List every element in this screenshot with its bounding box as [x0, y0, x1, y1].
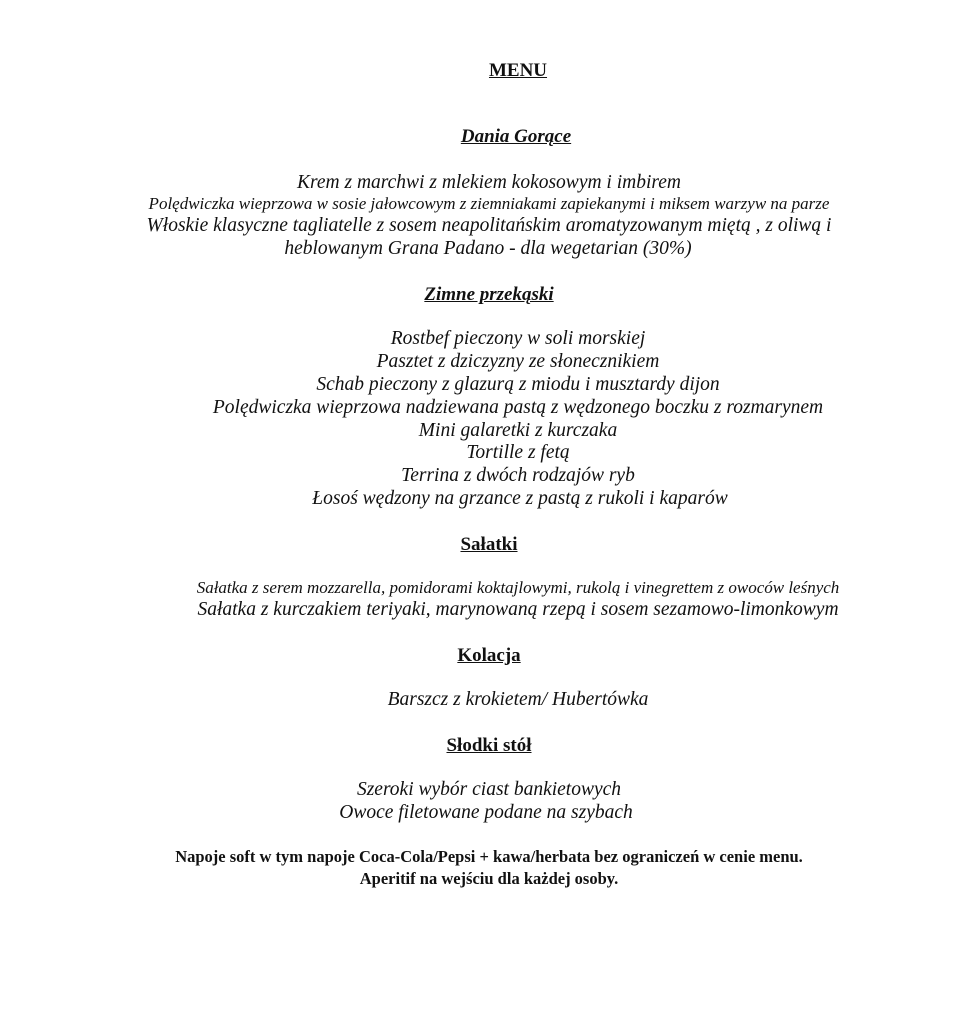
section-heading-zimne-przekaski: Zimne przekąski — [424, 284, 554, 305]
menu-item: Polędwiczka wieprzowa w sosie jałowcowym z ziemniakami zapiekanymi i miksem warzyw na parze — [148, 194, 830, 213]
menu-item: Polędwiczka wieprzowa nadziewana pastą z wędzonego boczku z rozmarynem — [212, 397, 824, 418]
section-heading-kolacja: Kolacja — [457, 645, 521, 666]
menu-item: Mini galaretki z kurczaka — [418, 420, 618, 441]
menu-item: Sałatka z kurczakiem teriyaki, marynowaną rzepą i sosem sezamowo-limonkowym — [197, 599, 839, 620]
drinks-note: Napoje soft w tym napoje Coca-Cola/Pepsi + kawa/herbata bez ograniczeń w cenie menu. — [175, 847, 803, 866]
menu-title: MENU — [488, 60, 548, 81]
menu-item: Terrina z dwóch rodzajów ryb — [401, 465, 635, 486]
menu-item: Łosoś wędzony na grzance z pastą z rukoli i kaparów — [312, 488, 728, 509]
menu-item: Rostbef pieczony w soli morskiej — [390, 328, 646, 349]
menu-item: Pasztet z dziczyzny ze słonecznikiem — [376, 351, 660, 372]
section-heading-salatki: Sałatki — [460, 534, 518, 555]
menu-item: Tortille z fetą — [466, 442, 570, 463]
menu-item: Sałatka z serem mozzarella, pomidorami koktajlowymi, rukolą i vinegrettem z owoców leśnych — [196, 578, 840, 597]
menu-item: heblowanym Grana Padano - dla wegetarian (30%) — [284, 238, 692, 259]
menu-item: Krem z marchwi z mlekiem kokosowym i imbirem — [297, 172, 681, 193]
menu-item: Schab pieczony z glazurą z miodu i musztardy dijon — [316, 374, 720, 395]
aperitif-note: Aperitif na wejściu dla każdej osoby. — [359, 869, 619, 888]
menu-item: Włoskie klasyczne tagliatelle z sosem neapolitańskim aromatyzowanym miętą , z oliwą i — [146, 215, 832, 236]
menu-item: Szeroki wybór ciast bankietowych — [356, 779, 622, 800]
section-heading-slodki-stol: Słodki stół — [446, 735, 532, 756]
section-heading-dania-gorace: Dania Gorące — [460, 126, 572, 147]
menu-item: Barszcz z krokietem/ Hubertówka — [387, 689, 649, 710]
menu-item: Owoce filetowane podane na szybach — [339, 802, 633, 823]
